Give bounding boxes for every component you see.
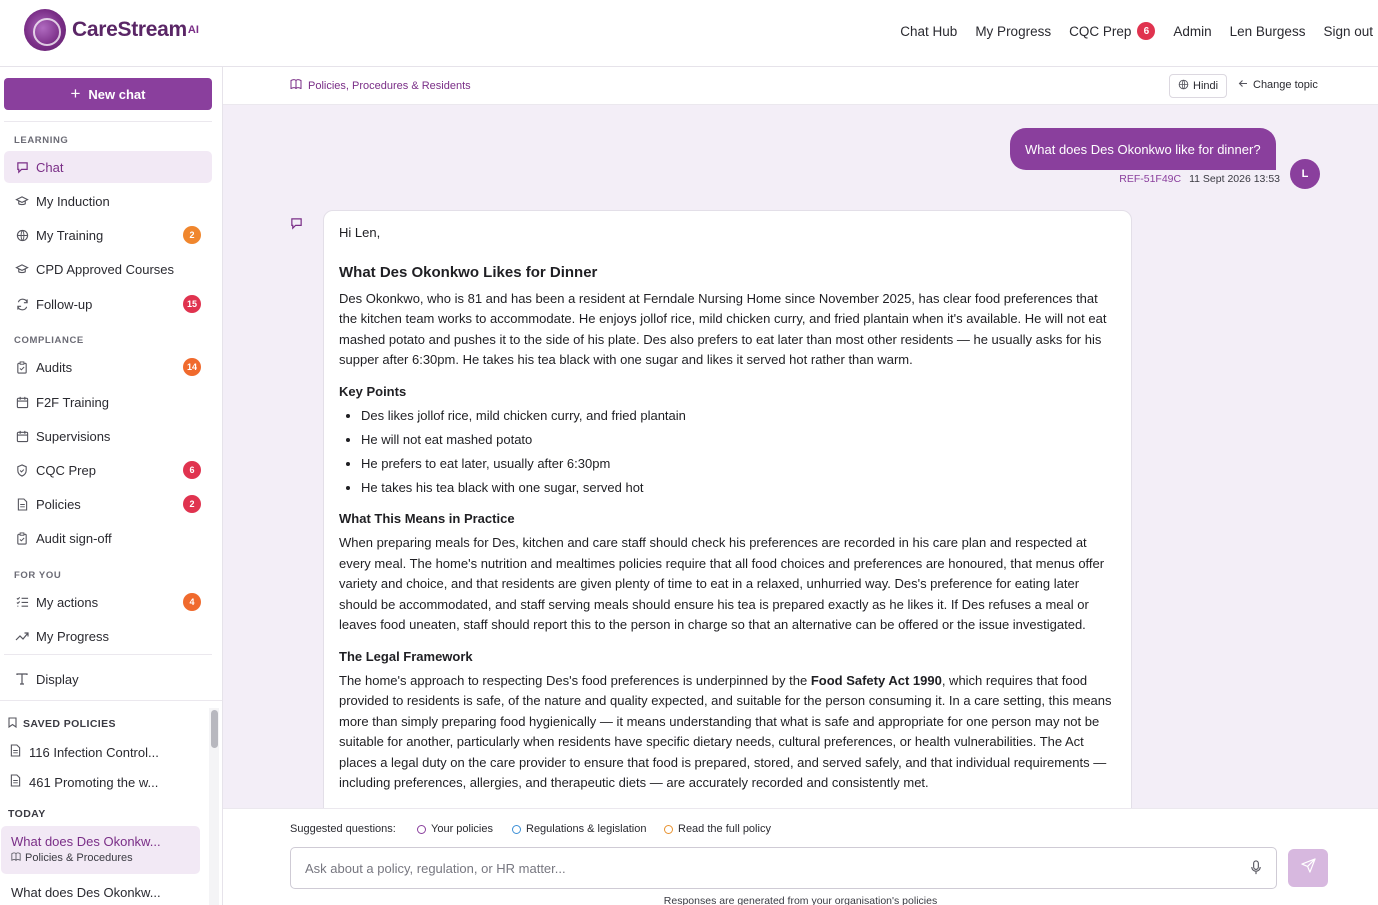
change-topic-label: Change topic: [1253, 79, 1318, 91]
list-item: • He prefers to eat later, usually after 6:30pm: [361, 454, 1116, 475]
new-chat-label: New chat: [88, 86, 146, 102]
sidebar-item-audit-signoff[interactable]: [4, 522, 212, 554]
sidebar-item-label: Policies: [36, 496, 81, 512]
document-icon: [10, 774, 21, 790]
nav-admin[interactable]: Admin: [1173, 23, 1212, 39]
nav-cqc-prep[interactable]: [1069, 22, 1155, 40]
message-input[interactable]: [291, 848, 1231, 888]
sidebar-item-label: CQC Prep: [36, 462, 96, 478]
sidebar-item-label: My actions: [36, 594, 99, 610]
saved-policies-heading: [8, 717, 116, 731]
language-label: Hindi: [1193, 80, 1219, 92]
user-message-meta: [1119, 173, 1280, 185]
nav-user-name[interactable]: Len Burgess: [1229, 23, 1306, 39]
training-count-badge: 2: [183, 226, 201, 244]
trending-up-icon: [15, 629, 29, 643]
list-item: • Des likes jollof rice, mild chicken curry, and fried plantain: [361, 406, 1116, 427]
sidebar-item-my-progress[interactable]: [4, 620, 212, 652]
book-icon: [290, 79, 302, 92]
nav-cqc-prep-label: CQC Prep: [1069, 23, 1132, 39]
arrow-left-icon: [1238, 79, 1248, 91]
sidebar-item-label: Audits: [36, 359, 73, 375]
answer-legal: [339, 671, 1116, 794]
message-timestamp: 11 Sept 2026 13:53: [1189, 173, 1280, 185]
answer-key-points-heading: Key Points: [339, 383, 407, 399]
saved-policies-label: SAVED POLICIES: [23, 718, 116, 730]
change-topic-button[interactable]: [1238, 79, 1318, 91]
section-for-you: FOR YOU: [14, 570, 62, 581]
sidebar-item-chat[interactable]: [4, 151, 212, 183]
sidebar-item-label: My Progress: [36, 628, 109, 644]
sidebar-item-label: Audit sign-off: [36, 530, 112, 546]
sidebar-item-audits[interactable]: [4, 351, 212, 383]
breadcrumb-label: Policies, Procedures & Residents: [308, 79, 471, 92]
answer-legal-text: , which requires that food provided to residents is safe, of the nature and quality expected, and suitable for the person consuming it. In a care setting, this means more than simply preparing food hygienically — it means understanding that what is safe and appropriate for one person may not be suitable for another, particularly when residents have specific dietary needs, cultural preferences, or health vulnerabilities. The Act places a legal duty on the care provider to ensure that food is prepared, stored, and served safely, and that individual requirements — including preferences, allergies, and therapeutic diets — are accurately recorded and consistently met.: [339, 672, 1112, 790]
answer-legal-act: Food Safety Act 1990: [810, 672, 942, 688]
send-icon: [1301, 858, 1316, 878]
answer-practice-heading: What This Means in Practice: [339, 511, 515, 526]
suggestion-label: Your policies: [431, 823, 493, 835]
nav-my-progress[interactable]: My Progress: [975, 23, 1052, 39]
sidebar-scrollbar-thumb[interactable]: [211, 710, 218, 748]
sidebar-item-f2f-training[interactable]: [4, 386, 212, 418]
language-button[interactable]: [1169, 74, 1227, 98]
saved-policy-item[interactable]: [10, 774, 158, 790]
suggestion-full-policy[interactable]: [664, 823, 771, 835]
divider: [0, 700, 222, 701]
sidebar-item-label: Chat: [36, 159, 64, 175]
divider: [4, 654, 212, 655]
user-message-bubble: What does Des Okonkwo like for dinner?: [1010, 128, 1276, 170]
message-ref[interactable]: REF-51F49C: [1119, 173, 1182, 185]
calendar-icon: [15, 395, 29, 409]
history-item-active[interactable]: [1, 826, 200, 874]
shield-check-icon: [15, 463, 29, 477]
globe-icon: [15, 228, 29, 242]
chat-bubble-icon: [290, 217, 304, 231]
follow-up-count-badge: 15: [183, 295, 201, 313]
list-item: • He takes his tea black with one sugar, served hot: [361, 478, 1116, 499]
logo-text: CareStream: [72, 18, 187, 41]
list-item: • He will not eat mashed potato: [361, 430, 1116, 451]
text-type-icon: [15, 672, 29, 686]
answer-intro: Des Okonkwo, who is 81 and has been a resident at Ferndale Nursing Home since November 2025, has clear food preferences that the kitchen team works to accommodate. He enjoys jollof rice, mild chicken curry, and fried plantain when it's available. He will not eat mashed potato and pushes it to the side of his plate. Des also prefers to eat later than most other residents — he usually asks for his supper after 6:30pm. He takes his tea black with one sugar and likes it served hot rather than warm.: [339, 290, 1107, 367]
document-icon: [15, 497, 29, 511]
chat-main: [223, 67, 1378, 905]
clipboard-check-icon: [15, 531, 29, 545]
my-actions-count-badge: 4: [183, 593, 201, 611]
message-input-box[interactable]: [290, 847, 1277, 889]
history-item[interactable]: What does Des Okonkw...: [11, 885, 161, 900]
breadcrumb[interactable]: [290, 79, 471, 92]
audits-count-badge: 14: [183, 358, 201, 376]
sidebar-item-label: Display: [36, 671, 79, 687]
plus-icon: +: [70, 84, 81, 103]
sidebar-item-my-training[interactable]: [4, 219, 212, 251]
chat-bubble-icon: [15, 160, 29, 174]
suggestion-regulations[interactable]: [512, 823, 646, 835]
bookmark-icon: [8, 717, 17, 731]
section-learning: LEARNING: [14, 135, 69, 146]
suggestion-label: Read the full policy: [678, 823, 771, 835]
graduation-cap-icon: [15, 194, 29, 208]
saved-policy-item[interactable]: [10, 744, 159, 760]
logo[interactable]: [24, 9, 199, 51]
sidebar-item-my-actions[interactable]: [4, 586, 212, 618]
sidebar-item-label: My Induction: [36, 193, 110, 209]
document-icon: [10, 744, 21, 760]
history-item-title: What does Des Okonkw...: [11, 834, 161, 849]
circle-icon: [417, 825, 426, 834]
nav-cqc-prep-badge: 6: [1137, 22, 1155, 40]
answer-legal-text: The home's approach to respecting Des's food preferences is underpinned by the: [339, 672, 811, 688]
assistant-answer-card: [323, 210, 1132, 905]
send-button[interactable]: [1288, 849, 1328, 887]
topic-bar: [223, 67, 1378, 105]
circle-icon: [664, 825, 673, 834]
sidebar-item-label: F2F Training: [36, 394, 109, 410]
sidebar: [0, 67, 223, 905]
sidebar-item-label: Supervisions: [36, 428, 111, 444]
logo-tree-icon: [24, 9, 66, 51]
sidebar-item-cqc-prep[interactable]: [4, 454, 212, 486]
suggested-questions-label: Suggested questions:: [290, 823, 396, 835]
history-item-topic-label: Policies & Procedures: [25, 852, 133, 864]
clipboard-icon: [15, 360, 29, 374]
circle-icon: [512, 825, 521, 834]
calendar-icon: [15, 429, 29, 443]
suggestion-label: Regulations & legislation: [526, 823, 647, 835]
saved-policy-label: 116 Infection Control...: [29, 744, 159, 760]
history-item-topic: [11, 852, 190, 864]
divider: [4, 121, 212, 122]
sidebar-item-label: CPD Approved Courses: [36, 261, 175, 277]
sidebar-item-my-induction[interactable]: [4, 185, 212, 217]
sidebar-item-policies[interactable]: [4, 488, 212, 520]
globe-icon: [1178, 79, 1189, 93]
section-compliance: COMPLIANCE: [14, 335, 84, 346]
sign-out-link[interactable]: Sign out: [1323, 23, 1373, 39]
microphone-icon[interactable]: [1250, 860, 1264, 876]
composer: [223, 808, 1378, 905]
book-icon: [11, 852, 21, 864]
new-chat-button[interactable]: [4, 78, 212, 110]
sidebar-item-follow-up[interactable]: [4, 288, 212, 320]
disclaimer-footnote: Responses are generated from your organisation's policies: [663, 895, 938, 905]
sidebar-item-display[interactable]: [4, 663, 212, 695]
answer-practice: When preparing meals for Des, kitchen and care staff should check his preferences are recorded in his care plan and respected at every meal. The home's nutrition and mealtimes policies require that all food choices and preferences are honoured, that menus offer variety and choice, and that residents are given plenty of time to eat in a relaxed, unhurried way. Des's preference for eating later should be accommodated, and staff serving meals should ensure his tea is prepared exactly as he likes it. If Des refuses a meal or leaves food uneaten, staff should report this to the person in charge so that an alternative can be offered or the issue investigated.: [339, 535, 1105, 632]
sidebar-item-supervisions[interactable]: [4, 420, 212, 452]
suggestion-your-policies[interactable]: [417, 823, 493, 835]
answer-title: What Des Okonkwo Likes for Dinner: [339, 263, 598, 281]
saved-policy-label: 461 Promoting the w...: [29, 774, 159, 790]
nav-chat-hub[interactable]: Chat Hub: [900, 23, 958, 39]
logo-suffix: AI: [187, 24, 199, 36]
graduation-cap-icon: [15, 262, 29, 276]
cqc-prep-count-badge: 6: [183, 461, 201, 479]
top-nav: [900, 0, 1373, 62]
sidebar-item-cpd-courses[interactable]: [4, 253, 212, 285]
avatar: L: [1290, 159, 1320, 189]
sidebar-item-label: Follow-up: [36, 296, 93, 312]
policies-count-badge: 2: [183, 495, 201, 513]
checklist-icon: [15, 595, 29, 609]
sidebar-item-label: My Training: [36, 227, 104, 243]
answer-legal-heading: The Legal Framework: [339, 648, 473, 664]
top-bar: [0, 0, 1378, 67]
refresh-icon: [15, 297, 29, 311]
today-heading: TODAY: [8, 808, 46, 820]
key-points-list: [361, 406, 1116, 499]
answer-greeting: Hi Len,: [339, 225, 381, 240]
